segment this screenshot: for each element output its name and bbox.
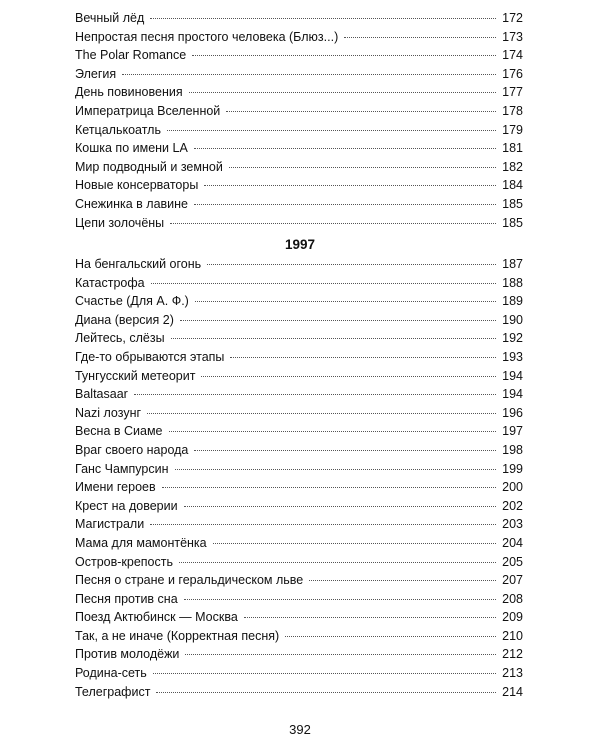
toc-entry [75, 627, 523, 646]
toc-entry-page: 200 [502, 480, 523, 495]
toc-entry-title: Весна в Сиаме [75, 424, 163, 439]
toc-entry-title: Поезд Актюбинск — Москва [75, 610, 238, 625]
toc-entry [75, 515, 523, 534]
toc-leader-dots [244, 617, 496, 618]
toc-leader-dots [151, 283, 497, 284]
toc-leader-dots [344, 37, 496, 38]
toc-list-top [75, 9, 523, 232]
toc-list-1997 [75, 255, 523, 701]
toc-entry [75, 608, 523, 627]
toc-leader-dots [180, 320, 496, 321]
toc-entry-title: Цепи золочёны [75, 215, 165, 230]
toc-entry-title: Песня о стране и геральдическом льве [75, 573, 304, 588]
toc-entry-page: 184 [502, 178, 523, 193]
toc-entry-title: Мама для мамонтёнка [75, 535, 207, 550]
toc-entry-title: На бенгальский огонь [75, 257, 202, 271]
toc-entry-page: 212 [502, 647, 523, 662]
toc-entry [75, 46, 523, 65]
toc-entry-title: Baltasaar [75, 387, 128, 402]
toc-entry-page: 214 [502, 684, 523, 699]
toc-entry [75, 571, 523, 590]
toc-entry [75, 102, 523, 121]
toc-entry [75, 9, 523, 28]
toc-entry-title: The Polar Romance [75, 48, 187, 63]
toc-entry [75, 28, 523, 47]
toc-entry-page: 213 [502, 666, 523, 681]
toc-entry [75, 404, 523, 423]
toc-entry-page: 172 [502, 11, 523, 25]
toc-leader-dots [147, 413, 496, 414]
toc-entry-title: Nazi лозунг [75, 405, 142, 420]
toc-entry-page: 197 [502, 424, 523, 439]
toc-entry-title: Диана (версия 2) [75, 312, 174, 327]
toc-entry [75, 348, 523, 367]
toc-entry [75, 441, 523, 460]
toc-entry-title: Где-то обрываются этапы [75, 349, 225, 364]
toc-entry-page: 194 [502, 387, 523, 402]
toc-entry-title: Родина-сеть [75, 666, 147, 681]
toc-entry [75, 274, 523, 293]
toc-leader-dots [207, 264, 496, 265]
toc-entry-title: Ганс Чампурсин [75, 461, 169, 476]
toc-entry-title: Песня против сна [75, 591, 178, 606]
toc-entry [75, 664, 523, 683]
toc-entry [75, 255, 523, 274]
toc-leader-dots [167, 130, 496, 131]
toc-entry [75, 329, 523, 348]
toc-entry-page: 176 [502, 66, 523, 81]
toc-entry [75, 497, 523, 516]
toc-entry-title: Новые консерваторы [75, 178, 199, 193]
toc-entry-page: 188 [502, 275, 523, 290]
toc-entry-page: 199 [502, 461, 523, 476]
toc-entry [75, 158, 523, 177]
toc-leader-dots [150, 18, 496, 19]
toc-leader-dots [204, 185, 496, 186]
toc-leader-dots [150, 524, 496, 525]
toc-entry-title: Против молодёжи [75, 647, 180, 662]
toc-entry-title: Враг своего народа [75, 442, 189, 457]
toc-entry-title: Лейтесь, слёзы [75, 331, 165, 346]
toc-entry [75, 534, 523, 553]
toc-entry-page: 182 [502, 159, 523, 174]
toc-leader-dots [285, 636, 496, 637]
toc-leader-dots [201, 376, 496, 377]
toc-entry-page: 210 [502, 628, 523, 643]
toc-leader-dots [171, 338, 497, 339]
toc-entry [75, 683, 523, 702]
toc-entry [75, 460, 523, 479]
toc-leader-dots [229, 167, 496, 168]
toc-entry-page: 203 [502, 517, 523, 532]
toc-entry-page: 187 [502, 257, 523, 271]
toc-entry [75, 176, 523, 195]
year-heading: 1997 [284, 237, 316, 252]
toc-entry [75, 645, 523, 664]
toc-entry-page: 196 [502, 405, 523, 420]
toc-entry [75, 121, 523, 140]
toc-entry-page: 209 [502, 610, 523, 625]
toc-entry-page: 208 [502, 591, 523, 606]
toc-entry [75, 422, 523, 441]
toc-entry [75, 195, 523, 214]
toc-entry-page: 205 [502, 554, 523, 569]
toc-leader-dots [122, 74, 496, 75]
toc-leader-dots [195, 301, 496, 302]
toc-entry-page: 181 [502, 141, 523, 156]
toc-entry-title: Катастрофа [75, 275, 145, 290]
toc-entry [75, 478, 523, 497]
toc-entry-title: Остров-крепость [75, 554, 173, 569]
toc-entry-page: 204 [502, 535, 523, 550]
toc-entry-page: 185 [502, 196, 523, 211]
toc-leader-dots [213, 543, 497, 544]
toc-leader-dots [184, 599, 496, 600]
toc-entry-page: 190 [502, 312, 523, 327]
toc-entry-title: Магистрали [75, 517, 145, 532]
toc-entry-page: 194 [502, 368, 523, 383]
toc-leader-dots [134, 394, 496, 395]
toc-entry-title: Крест на доверии [75, 498, 178, 513]
toc-leader-dots [226, 111, 496, 112]
toc-leader-dots [192, 55, 496, 56]
toc-entry-page: 198 [502, 442, 523, 457]
toc-entry-page: 178 [502, 103, 523, 118]
toc-entry [75, 65, 523, 84]
toc-entry-title: Элегия [75, 66, 117, 81]
toc-leader-dots [175, 469, 497, 470]
toc-entry [75, 590, 523, 609]
toc-leader-dots [194, 450, 496, 451]
toc-entry-title: Счастье (Для А. Ф.) [75, 294, 189, 309]
toc-leader-dots [153, 673, 496, 674]
toc-entry-page: 179 [502, 122, 523, 137]
toc-leader-dots [230, 357, 496, 358]
toc-entry [75, 214, 523, 233]
toc-entry-page: 192 [502, 331, 523, 346]
toc-entry-title: Тунгусский метеорит [75, 368, 196, 383]
toc-entry-page: 185 [502, 215, 523, 230]
toc-leader-dots [162, 487, 497, 488]
page-number: 392 [289, 722, 311, 737]
toc-entry-page: 177 [502, 85, 523, 100]
toc-entry-page: 193 [502, 349, 523, 364]
toc-leader-dots [194, 204, 496, 205]
toc-entry [75, 385, 523, 404]
toc-entry [75, 367, 523, 386]
toc-leader-dots [184, 506, 497, 507]
toc-leader-dots [194, 148, 496, 149]
toc-entry-title: Кошка по имени LA [75, 141, 188, 156]
toc-entry-page: 174 [502, 48, 523, 63]
toc-entry [75, 292, 523, 311]
toc-entry-title: Так, а не иначе (Корректная песня) [75, 628, 280, 643]
toc-entry [75, 83, 523, 102]
toc-entry-title: Снежинка в лавине [75, 196, 188, 211]
toc-entry-title: Мир подводный и земной [75, 159, 223, 174]
toc-leader-dots [189, 92, 497, 93]
toc-entry-title: Непростая песня простого человека (Блюз...) [75, 29, 339, 44]
toc-leader-dots [185, 654, 496, 655]
toc-entry-title: Кетцалькоатль [75, 122, 161, 137]
toc-entry-title: Имени героев [75, 480, 156, 495]
toc-entry-title: Императрица Вселенной [75, 103, 221, 118]
toc-entry-title: День повиновения [75, 85, 183, 100]
toc-entry-page: 189 [502, 294, 523, 309]
toc-entry-page: 202 [502, 498, 523, 513]
toc-leader-dots [156, 692, 496, 693]
toc-leader-dots [309, 580, 496, 581]
toc-entry-page: 207 [502, 573, 523, 588]
toc-entry [75, 311, 523, 330]
toc-entry [75, 553, 523, 572]
toc-entry [75, 139, 523, 158]
toc-leader-dots [170, 223, 496, 224]
toc-leader-dots [169, 431, 497, 432]
toc-entry-title: Вечный лёд [75, 11, 145, 25]
toc-entry-title: Телеграфист [75, 684, 151, 699]
toc-entry-page: 173 [502, 29, 523, 44]
toc-leader-dots [179, 562, 496, 563]
